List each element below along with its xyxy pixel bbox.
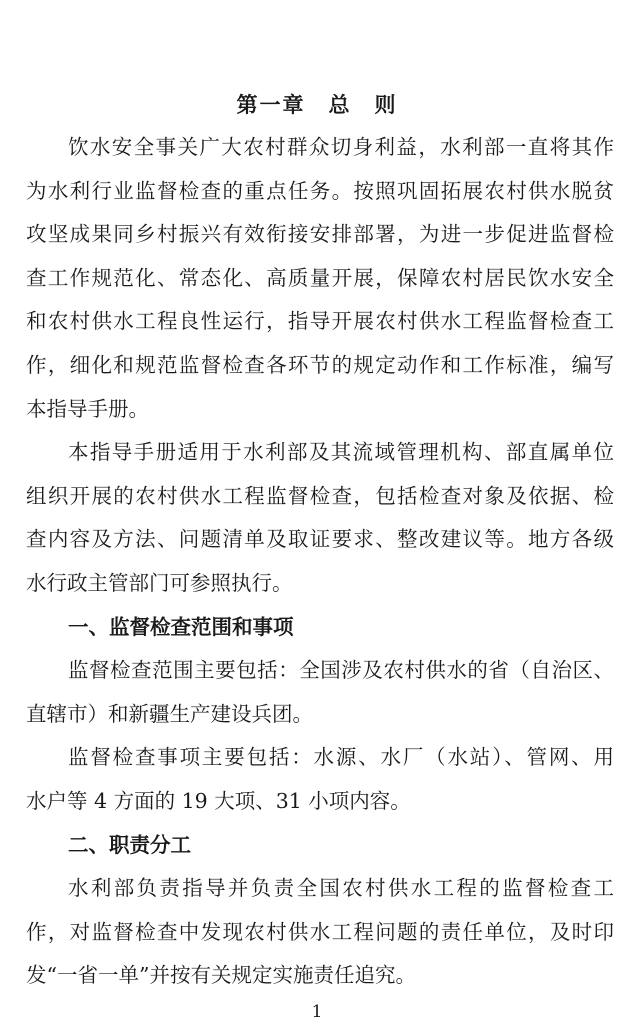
paragraph-line: 发“一省一单”并按有关规定实施责任追究。 — [26, 963, 416, 988]
paragraph-line: 查工作规范化、常态化、高质量开展，保障农村居民饮水安全 — [26, 265, 614, 290]
paragraph-line: 饮水安全事关广大农村群众切身利益，水利部一直将其作 — [68, 135, 614, 159]
paragraph-line: 作，对监督检查中发现农村供水工程问题的责任单位，及时印 — [26, 919, 614, 944]
page-number: 1 — [311, 1002, 323, 1022]
paragraph-line: 作，细化和规范监督检查各环节的规定动作和工作标准，编写 — [26, 352, 614, 377]
paragraph-line: 直辖市）和新疆生产建设兵团。 — [26, 701, 313, 726]
paragraph-line: 组织开展的农村供水工程监督检查，包括检查对象及依据、检 — [26, 483, 614, 508]
paragraph-line: 监督检查范围主要包括：全国涉及农村供水的省（自治区、 — [68, 658, 614, 683]
section-heading: 二、职责分工 — [68, 832, 191, 857]
section-heading: 一、监督检查范围和事项 — [68, 614, 294, 639]
paragraph-line: 和农村供水工程良性运行，指导开展农村供水工程监督检查工 — [26, 309, 614, 334]
chapter-title: 第一章 总 则 — [236, 92, 398, 117]
paragraph-line: 为水利行业监督检查的重点任务。按照巩固拓展农村供水脱贫 — [26, 178, 614, 203]
paragraph-line: 水户等 4 方面的 19 大项、31 小项内容。 — [26, 788, 411, 813]
paragraph-line: 水利部负责指导并负责全国农村供水工程的监督检查工 — [68, 876, 614, 901]
paragraph-line: 攻坚成果同乡村振兴有效衔接安排部署，为进一步促进监督检 — [26, 222, 614, 247]
paragraph-line: 查内容及方法、问题清单及取证要求、整改建议等。地方各级 — [26, 527, 614, 552]
body-text — [26, 126, 614, 998]
paragraph-line: 本指导手册适用于水利部及其流域管理机构、部直属单位 — [68, 440, 614, 465]
paragraph-line: 本指导手册。 — [26, 396, 149, 421]
paragraph-line: 监督检查事项主要包括：水源、水厂（水站）、管网、用 — [68, 745, 614, 770]
paragraph-line: 水行政主管部门可参照执行。 — [26, 570, 293, 595]
